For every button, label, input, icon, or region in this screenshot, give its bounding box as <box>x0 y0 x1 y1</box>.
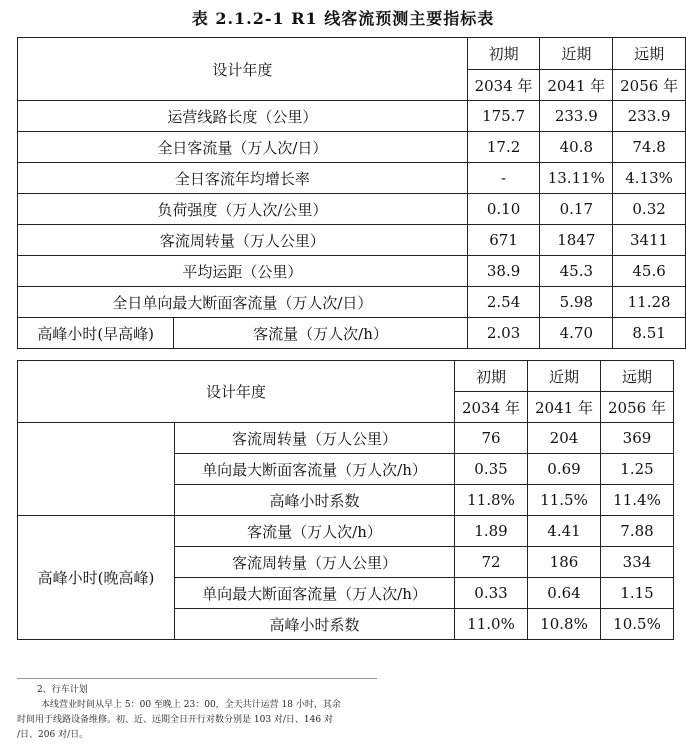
year-initial: 2034 年 <box>455 392 528 423</box>
cell-value: 0.10 <box>467 194 540 225</box>
cell-value: 45.6 <box>613 256 686 287</box>
cell-value: 17.2 <box>467 132 540 163</box>
cell-value: 40.8 <box>540 132 613 163</box>
cell-value: 1.89 <box>455 516 528 547</box>
cell-value: 0.32 <box>613 194 686 225</box>
cell-value: 204 <box>528 423 601 454</box>
operation-plan-notes <box>17 678 377 743</box>
row-label: 全日客流量（万人次/日） <box>18 132 468 163</box>
cell-value: 1847 <box>540 225 613 256</box>
notes-line: /日、206 对/日。 <box>17 730 89 740</box>
evening-peak-group-label: 高峰小时(晚高峰) <box>18 516 175 640</box>
row-label: 高峰小时系数 <box>175 609 455 640</box>
cell-value: 11.8% <box>455 485 528 516</box>
row-label: 客流周转量（万人公里） <box>175 423 455 454</box>
cell-value: 11.0% <box>455 609 528 640</box>
morning-group-cell <box>18 423 175 516</box>
cell-value: 3411 <box>613 225 686 256</box>
cell-value: 0.17 <box>540 194 613 225</box>
notes-line: 时间用于线路设备维修。初、近、远期全日开行对数分别是 103 对/日、146 对 <box>17 715 333 725</box>
table-row <box>18 163 686 194</box>
year-near: 2041 年 <box>540 70 613 101</box>
row-label: 全日单向最大断面客流量（万人次/日） <box>18 287 468 318</box>
table-row <box>18 516 674 547</box>
passenger-flow-table <box>17 37 686 349</box>
table-row <box>18 256 686 287</box>
table-row <box>18 318 686 349</box>
row-label: 客流周转量（万人公里） <box>175 547 455 578</box>
design-year-label: 设计年度 <box>18 361 455 423</box>
notes-heading: 2、行车计划 <box>37 685 88 695</box>
table-row <box>18 287 686 318</box>
year-far: 2056 年 <box>601 392 674 423</box>
table-title: 表 2.1.2-1 R1 线客流预测主要指标表 <box>191 9 495 28</box>
row-label: 全日客流年均增长率 <box>18 163 468 194</box>
cell-value: 1.25 <box>601 454 674 485</box>
cell-value: 13.11% <box>540 163 613 194</box>
cell-value: 4.70 <box>540 318 613 349</box>
period-near: 近期 <box>528 361 601 392</box>
row-label: 高峰小时系数 <box>175 485 455 516</box>
cell-value: 0.33 <box>455 578 528 609</box>
cell-value: 369 <box>601 423 674 454</box>
design-year-label: 设计年度 <box>18 38 468 101</box>
cell-value: 0.35 <box>455 454 528 485</box>
cell-value: 175.7 <box>467 101 540 132</box>
cell-value: 74.8 <box>613 132 686 163</box>
cell-value: 4.13% <box>613 163 686 194</box>
cell-value: - <box>467 163 540 194</box>
row-label: 负荷强度（万人次/公里） <box>18 194 468 225</box>
period-near: 近期 <box>540 38 613 70</box>
cell-value: 8.51 <box>613 318 686 349</box>
cell-value: 2.54 <box>467 287 540 318</box>
cell-value: 0.69 <box>528 454 601 485</box>
period-initial: 初期 <box>455 361 528 392</box>
cell-value: 45.3 <box>540 256 613 287</box>
cell-value: 1.15 <box>601 578 674 609</box>
cell-value: 10.5% <box>601 609 674 640</box>
table-row <box>18 132 686 163</box>
year-near: 2041 年 <box>528 392 601 423</box>
row-label: 客流量（万人次/h） <box>174 318 467 349</box>
period-initial: 初期 <box>467 38 540 70</box>
period-far: 远期 <box>613 38 686 70</box>
cell-value: 76 <box>455 423 528 454</box>
table-row <box>18 194 686 225</box>
year-far: 2056 年 <box>613 70 686 101</box>
cell-value: 334 <box>601 547 674 578</box>
row-label: 客流周转量（万人公里） <box>18 225 468 256</box>
row-label: 单向最大断面客流量（万人次/h） <box>175 454 455 485</box>
table-row <box>18 423 674 454</box>
cell-value: 186 <box>528 547 601 578</box>
row-label: 平均运距（公里） <box>18 256 468 287</box>
cell-value: 671 <box>467 225 540 256</box>
cell-value: 11.5% <box>528 485 601 516</box>
cell-value: 11.4% <box>601 485 674 516</box>
notes-line: 本线营业时间从早上 5：00 至晚上 23：00，全天共计运营 18 小时，其余 <box>41 700 341 710</box>
peak-hour-table <box>17 360 674 640</box>
cell-value: 72 <box>455 547 528 578</box>
cell-value: 38.9 <box>467 256 540 287</box>
cell-value: 5.98 <box>540 287 613 318</box>
row-label: 单向最大断面客流量（万人次/h） <box>175 578 455 609</box>
cell-value: 233.9 <box>540 101 613 132</box>
cell-value: 10.8% <box>528 609 601 640</box>
cell-value: 11.28 <box>613 287 686 318</box>
cell-value: 7.88 <box>601 516 674 547</box>
cell-value: 4.41 <box>528 516 601 547</box>
cell-value: 233.9 <box>613 101 686 132</box>
table-row <box>18 101 686 132</box>
row-label: 客流量（万人次/h） <box>175 516 455 547</box>
cell-value: 2.03 <box>467 318 540 349</box>
morning-peak-group-label: 高峰小时(早高峰) <box>18 318 174 349</box>
year-initial: 2034 年 <box>467 70 540 101</box>
row-label: 运营线路长度（公里） <box>18 101 468 132</box>
cell-value: 0.64 <box>528 578 601 609</box>
period-far: 远期 <box>601 361 674 392</box>
table-row <box>18 225 686 256</box>
